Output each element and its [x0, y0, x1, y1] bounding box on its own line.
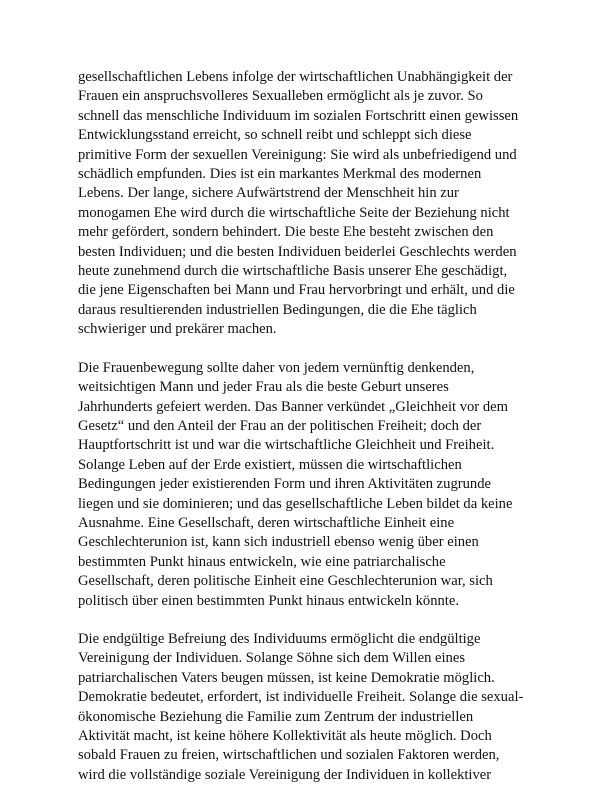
- paragraph-2: Die Frauenbewegung sollte daher von jedem vernünftig denkenden, weitsichtigen Mann und jeder Frau als die beste Geburt unseres Jahrhunderts gefeiert werden. Das Banner verkündet „Gleichheit vor dem Gesetz“ und den Anteil der Frau an der politischen Freiheit; doch der Hauptfortschritt ist und war die wirtschaftliche Gleichheit und Freiheit. Solange Leben auf der Erde existiert, müssen die wirtschaftlichen Bedingungen jeder existierenden Form und ihren Aktivitäten zugrunde liegen und sie dominieren; und das gesellschaftliche Leben bildet da keine Ausnahme. Eine Gesellschaft, deren wirtschaftliche Einheit eine Geschlechterunion ist, kann sich industriell ebenso wenig über einen bestimmten Punkt hinaus entwickeln, wie eine patriarchalische Gesellschaft, deren politische Einheit eine Geschlechterunion war, sich politisch über einen bestimmten Punkt hinaus entwickeln könnte.: [78, 359, 513, 609]
- paragraph-3: Die endgültige Befreiung des Individuums ermöglicht die endgültige Vereinigung der Individuen. Solange Söhne sich dem Willen eines patriarchalischen Vaters beugen müssen, ist keine Demokratie möglich. Demokratie bedeutet, erfordert, ist individuelle Freiheit. Solange die sexual- ökonomische Beziehung die Familie zum Zentrum der industriellen Aktivität macht, ist keine höhere Kollektivität als heute möglich. Doch sobald Frauen zu freien, wirtschaftlichen und sozialen Faktoren werden, wird die vollständige soziale Vereinigung der Individuen in kollektiver: [78, 630, 524, 783]
- document-page: [78, 68, 530, 804]
- paragraph-1: gesellschaftlichen Lebens infolge der wirtschaftlichen Unabhängigkeit der Frauen ein anspruchsvolleres Sexualleben ermöglicht als je zuvor. So schnell das menschliche Individuum im sozialen Fortschritt einen gewissen Entwicklungsstand erreicht, so schnell reibt und schleppt sich diese primitive Form der sexuellen Vereinigung: Sie wird als unbefriedigend und schädlich empfunden. Dies ist ein markantes Merkmal des modernen Lebens. Der lange, sichere Aufwärtstrend der Menschheit hin zur monogamen Ehe wird durch die wirtschaftliche Seite der Beziehung nicht mehr gefördert, sondern behindert. Die beste Ehe besteht zwischen den besten Individuen; und die besten Individuen beiderlei Geschlechts werden heute zunehmend durch die wirtschaftliche Basis unserer Ehe geschädigt, die jene Eigenschaften bei Mann und Frau hervorbringt und erhält, und die daraus resultierenden industriellen Bedingungen, die die Ehe täglich schwieriger und prekärer machen.: [78, 69, 519, 338]
